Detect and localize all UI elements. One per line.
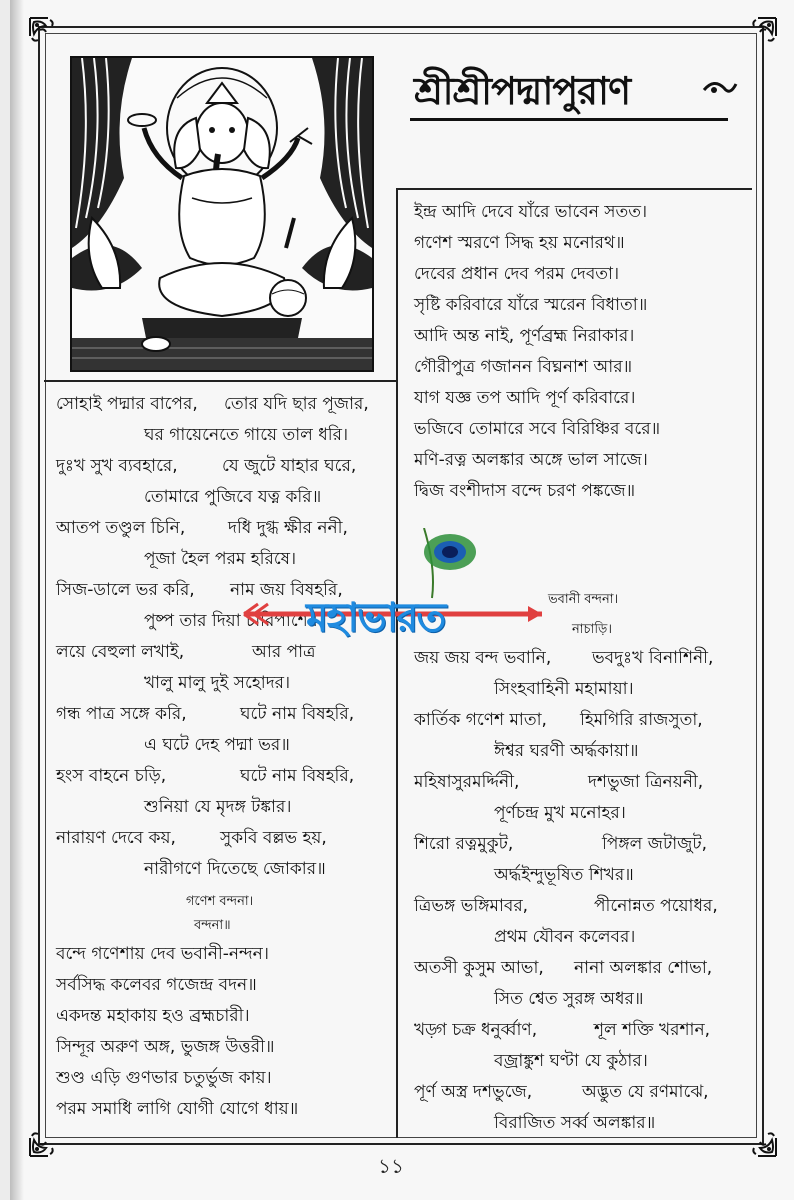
- verse-line: দেবের প্রধান দেব পরম দেবতা।: [414, 264, 620, 284]
- verse-line: হংস বাহনে চড়ি,: [56, 766, 167, 786]
- verse-line: দ্বিজ বংশীদাস বন্দে চরণ পঙ্কজে॥: [414, 481, 636, 501]
- verse-line: সৃষ্টি করিবারে যাঁরে স্মরেন বিধাতা॥: [414, 295, 648, 315]
- verse-line: পূর্ণ অস্ত্র দশভুজে,: [414, 1082, 533, 1102]
- verse-line: আতপ তণ্ডুল চিনি,: [56, 518, 186, 538]
- verse-line: নাম জয় বিষহরি,: [230, 580, 343, 600]
- verse-line: শুনিয়া যে মৃদঙ্গ টঙ্কার।: [144, 797, 292, 817]
- verse-line: পীনোন্নত পয়োধর,: [594, 896, 718, 916]
- title-underline: [410, 118, 728, 121]
- verse-line: গণেশ স্মরণে সিদ্ধ হয় মনোরথ॥: [414, 233, 625, 253]
- verse-line: পূর্ণচন্দ্র মুখ মনোহর।: [494, 803, 626, 823]
- verse-line: সুকবি বল্লভ হয়,: [220, 828, 327, 848]
- verse-line: গৌরীপুত্র গজানন বিঘ্ননাশ আর॥: [414, 357, 633, 377]
- verse-line: ভবদুঃখ বিনাশিনী,: [592, 648, 714, 668]
- title-text: শ্রীশ্রীপদ্মাপুরাণ: [414, 68, 631, 113]
- verse-line: অর্দ্ধইন্দুভূষিত শিখর॥: [494, 865, 634, 885]
- verse-line: বিরাজিত সর্ব্ব অলঙ্কার॥: [494, 1113, 656, 1133]
- verse-line: নারায়ণ দেবে কয়,: [56, 828, 176, 848]
- ganesha-illustration: [70, 56, 374, 372]
- verse-line: ভজিবে তোমারে সবে বিরিঞ্চির বরে॥: [414, 419, 661, 439]
- verse-line: সর্বসিদ্ধ কলেবর গজেন্দ্র বদন॥: [56, 975, 257, 995]
- verse-line: জয় জয় বন্দ ভবানি,: [414, 648, 552, 668]
- verse-line: কার্তিক গণেশ মাতা,: [414, 710, 547, 730]
- page-gutter-shadow: [10, 0, 24, 1200]
- section-subheading: নাচাড়ি।: [572, 622, 612, 637]
- verse-line: যাগ যজ্ঞ তপ আদি পূর্ণ করিবারে।: [414, 388, 636, 408]
- verse-line: যে জুটে যাহার ঘরে,: [222, 456, 357, 476]
- verse-line: ঘটে নাম বিষহরি,: [240, 704, 355, 724]
- right-column: [396, 188, 752, 1138]
- watermark-logo: [236, 528, 566, 648]
- verse-line: ঈশ্বর ঘরণী অর্দ্ধকায়া॥: [494, 741, 639, 761]
- page-title: [400, 52, 740, 132]
- verse-line: ঘর গায়েনেতে গায়ে তাল ধরি।: [144, 425, 349, 445]
- left-column: [44, 380, 398, 1138]
- verse-line: শূল শক্তি খরশান,: [594, 1020, 711, 1040]
- verse-line: প্রথম যৌবন কলেবর।: [494, 927, 636, 947]
- verse-line: লয়ে বেহুলা লখাই,: [56, 642, 185, 662]
- verse-line: পরম সমাধি লাগি যোগী যোগে ধায়॥: [56, 1099, 299, 1119]
- verse-line: পুষ্প তার দিয়া চারিপাশে॥: [144, 611, 318, 631]
- verse-line: হিমগিরি রাজসুতা,: [580, 710, 703, 730]
- verse-line: দশভুজা ত্রিনয়নী,: [588, 772, 704, 792]
- verse-line: ইন্দ্র আদি দেবে যাঁরে ভাবেন সতত।: [414, 202, 648, 222]
- verse-line: মহিষাসুরমর্দ্দিনী,: [414, 772, 520, 792]
- verse-line: বজ্রাঙ্কুশ ঘণ্টা যে কুঠার।: [494, 1051, 648, 1071]
- verse-line: নারীগণে দিতেছে জোকার॥: [144, 859, 326, 879]
- verse-line: খালু মালু দুই সহোদর।: [144, 673, 291, 693]
- verse-line: নানা অলঙ্কার শোভা,: [574, 958, 713, 978]
- verse-line: অদ্ভুত যে রণমাঝে,: [582, 1082, 709, 1102]
- verse-line: সিত শ্বেত সুরঙ্গ অধর॥: [494, 989, 644, 1009]
- verse-line: সোহাই পদ্মার বাপের,: [56, 394, 198, 414]
- verse-line: দধি দুগ্ধ ক্ষীর ননী,: [228, 518, 348, 538]
- verse-line: তোর যদি ছার পূজার,: [224, 394, 369, 414]
- verse-line: দুঃখ সুখ ব্যবহারে,: [56, 456, 178, 476]
- page-number: ১১: [378, 1154, 404, 1178]
- verse-line: বন্দে গণেশায় দেব ভবানী-নন্দন।: [56, 944, 269, 964]
- verse-line: ঘটে নাম বিষহরি,: [240, 766, 355, 786]
- verse-line: শুণ্ড এড়ি গুণভার চতুর্ভুজ কায়।: [56, 1068, 272, 1088]
- corner-ornament-icon: [28, 16, 62, 50]
- verse-line: সিংহবাহিনী মহামায়া।: [494, 679, 634, 699]
- verse-line: খড়্গ চক্র ধনুর্ব্বাণ,: [414, 1020, 538, 1040]
- watermark-text: মহাভারত: [306, 595, 445, 641]
- section-heading: গণেশ বন্দনা।: [186, 894, 254, 909]
- verse-line: পূজা হৈল পরম হরিষে।: [144, 549, 297, 569]
- section-heading: ভবানী বন্দনা।: [548, 592, 619, 607]
- verse-line: সিজ-ডালে ভর করি,: [56, 580, 195, 600]
- verse-line: গন্ধ পাত্র সঙ্গে করি,: [56, 704, 187, 724]
- verse-line: সিন্দূর অরুণ অঙ্গ, ভুজঙ্গ উত্তরী॥: [56, 1037, 275, 1057]
- verse-line: একদন্ত মহাকায় হও ব্রহ্মচারী।: [56, 1006, 250, 1026]
- verse-line: পিঙ্গল জটাজুট,: [602, 834, 708, 854]
- verse-line: অতসী কুসুম আভা,: [414, 958, 544, 978]
- verse-line: আদি অন্ত নাই, পূর্ণব্রহ্ম নিরাকার।: [414, 326, 635, 346]
- corner-ornament-icon: [744, 16, 778, 50]
- verse-line: তোমারে পুজিবে যত্ন করি॥: [144, 487, 322, 507]
- verse-line: এ ঘটে দেহ পদ্মা ভর॥: [144, 735, 290, 755]
- verse-line: ত্রিভঙ্গ ভঙ্গিমাবর,: [414, 896, 529, 916]
- swirl-ornament-icon: [700, 74, 740, 104]
- verse-line: মণি-রত্ন অলঙ্কার অঙ্গে ভাল সাজে।: [414, 450, 648, 470]
- verse-line: আর পাত্র: [252, 642, 316, 662]
- verse-line: শিরো রত্নমুকুট,: [414, 834, 514, 854]
- section-subheading: বন্দনা॥: [194, 918, 231, 933]
